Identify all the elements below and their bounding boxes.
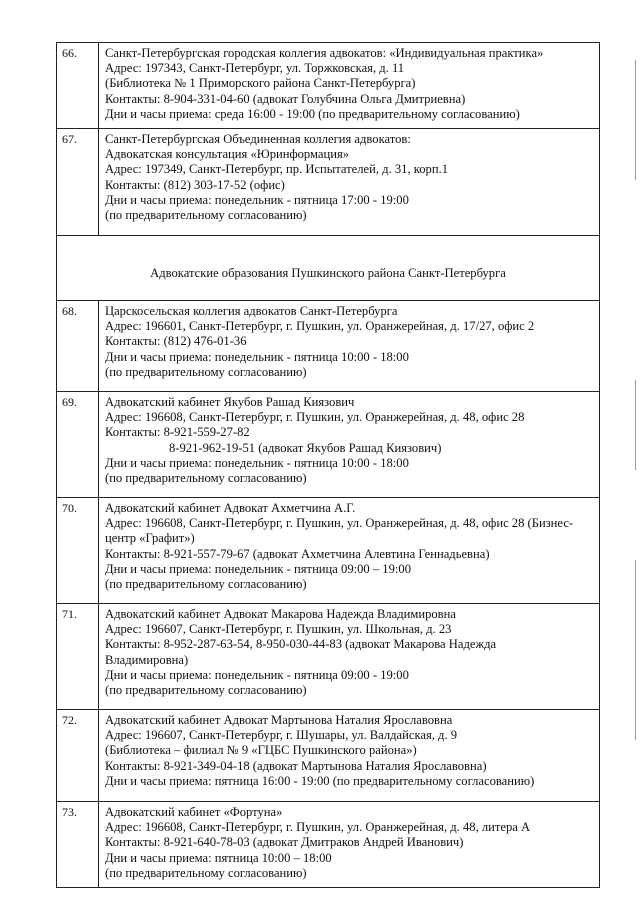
table-row <box>57 802 600 888</box>
table-row <box>57 392 600 498</box>
entry-number: 68. <box>57 301 99 392</box>
entry-line: Санкт-Петербургская городская коллегия адвокатов: «Индивидуальная практика» <box>105 46 544 60</box>
entry-details <box>99 604 600 710</box>
entry-details <box>99 498 600 604</box>
entry-line: центр «Графит») <box>105 531 195 546</box>
entry-line: Адрес: 196608, Санкт-Петербург, г. Пушкин, ул. Оранжерейная, д. 48, литера А <box>105 820 531 835</box>
table-row <box>57 301 600 392</box>
scan-edge-mark <box>635 560 636 740</box>
entry-line: Дни и часы приема: пятница 16:00 - 19:00 (по предварительному согласованию) <box>105 773 535 788</box>
entry-line: Дни и часы приема: среда 16:00 - 19:00 (по предварительному согласованию) <box>105 106 520 121</box>
entry-line: (по предварительному согласованию) <box>105 865 307 880</box>
entry-line: Адрес: 197343, Санкт-Петербург, ул. Торжковская, д. 11 <box>105 61 405 76</box>
entry-line: Контакты: 8-921-557-79-67 (адвокат Ахметчина Алевтина Геннадьевна) <box>105 546 490 561</box>
entry-number: 73. <box>57 802 99 888</box>
entry-details <box>99 129 600 236</box>
entry-number: 67. <box>57 129 99 236</box>
entry-line: Владимировна) <box>105 652 189 667</box>
entry-line: Адвокатский кабинет «Фортуна» <box>105 805 283 820</box>
entry-details <box>99 710 600 802</box>
entry-number: 72. <box>57 710 99 802</box>
entry-details <box>99 802 600 888</box>
entry-line: 8-921-962-19-51 (адвокат Якубов Рашад Киязович) <box>169 440 442 455</box>
entry-line: (Библиотека № 1 Приморского района Санкт-Петербурга) <box>105 76 416 91</box>
entry-line: Контакты: (812) 476-01-36 <box>105 334 247 349</box>
entry-line: Адрес: 197349, Санкт-Петербург, пр. Испытателей, д. 31, корп.1 <box>105 162 449 177</box>
scan-edge-mark <box>635 380 636 470</box>
entry-line: Контакты: 8-952-287-63-54, 8-950-030-44-83 (адвокат Макарова Надежда <box>105 637 497 652</box>
entry-line: Дни и часы приема: понедельник - пятница 10:00 - 18:00 <box>105 349 409 364</box>
table-row <box>57 498 600 604</box>
entry-line: (по предварительному согласованию) <box>105 471 307 486</box>
entry-line: Адрес: 196607, Санкт-Петербург, г. Шушары, ул. Валдайская, д. 9 <box>105 728 458 743</box>
section-heading: Адвокатские образования Пушкинского района Санкт-Петербурга <box>57 236 600 301</box>
entry-line: Контакты: (812) 303-17-52 (офис) <box>105 177 285 192</box>
entry-number: 71. <box>57 604 99 710</box>
entry-line: Дни и часы приема: пятница 10:00 – 18:00 <box>105 850 332 865</box>
entry-line: Адвокатский кабинет Адвокат Ахметчина А.Г. <box>105 501 356 516</box>
entry-details <box>99 301 600 392</box>
entry-line: (по предварительному согласованию) <box>105 577 307 592</box>
entry-line: Адвокатский кабинет Якубов Рашад Киязович <box>105 395 355 410</box>
entry-line: Контакты: 8-921-349-04-18 (адвокат Мартынова Наталия Ярославовна) <box>105 758 487 773</box>
entry-line: Адрес: 196601, Санкт-Петербург, г. Пушкин, ул. Оранжерейная, д. 17/27, офис 2 <box>105 319 535 334</box>
entry-line: Адрес: 196607, Санкт-Петербург, г. Пушкин, ул. Школьная, д. 23 <box>105 622 452 637</box>
entry-line: Санкт-Петербургская Объединенная коллегия адвокатов: <box>105 132 411 147</box>
document-page <box>56 42 600 888</box>
entry-line: Контакты: 8-904-331-04-60 (адвокат Голубчина Ольга Дмитриевна) <box>105 91 466 106</box>
entry-line: (Библиотека – филиал № 9 «ГЦБС Пушкинского района») <box>105 743 417 758</box>
entry-line: Дни и часы приема: понедельник - пятница 09:00 - 19:00 <box>105 667 409 682</box>
table-row <box>57 43 600 129</box>
entry-number: 70. <box>57 498 99 604</box>
section-row <box>57 236 600 301</box>
entry-line: Адвокатская консультация «Юринформация» <box>105 147 350 162</box>
entry-line: Адрес: 196608, Санкт-Петербург, г. Пушкин, ул. Оранжерейная, д. 48, офис 28 (Бизнес- <box>105 516 574 531</box>
table-row <box>57 604 600 710</box>
entry-line: Дни и часы приема: понедельник - пятница 10:00 - 18:00 <box>105 455 409 470</box>
entry-line: Адрес: 196608, Санкт-Петербург, г. Пушкин, ул. Оранжерейная, д. 48, офис 28 <box>105 410 525 425</box>
entry-details <box>99 43 600 129</box>
scan-edge-mark <box>635 60 636 180</box>
entry-line: (по предварительному согласованию) <box>105 208 307 223</box>
attorney-directory-table <box>56 42 600 888</box>
entry-line: Адвокатский кабинет Адвокат Макарова Надежда Владимировна <box>105 607 456 622</box>
entry-line: Контакты: 8-921-640-78-03 (адвокат Дмитраков Андрей Иванович) <box>105 835 464 850</box>
entry-line: Царскосельская коллегия адвокатов Санкт-Петербурга <box>105 304 398 319</box>
table-row <box>57 710 600 802</box>
entry-line: (по предварительному согласованию) <box>105 364 307 379</box>
entry-number: 69. <box>57 392 99 498</box>
entry-line: Дни и часы приема: понедельник - пятница 17:00 - 19:00 <box>105 192 409 207</box>
entry-details <box>99 392 600 498</box>
entry-line: (по предварительному согласованию) <box>105 683 307 698</box>
entry-line: Контакты: 8-921-559-27-82 <box>105 425 250 440</box>
entry-line: Дни и часы приема: понедельник - пятница 09:00 – 19:00 <box>105 561 411 576</box>
entry-line: Адвокатский кабинет Адвокат Мартынова Наталия Ярославовна <box>105 713 453 728</box>
table-row <box>57 129 600 236</box>
entry-number: 66. <box>57 43 99 129</box>
